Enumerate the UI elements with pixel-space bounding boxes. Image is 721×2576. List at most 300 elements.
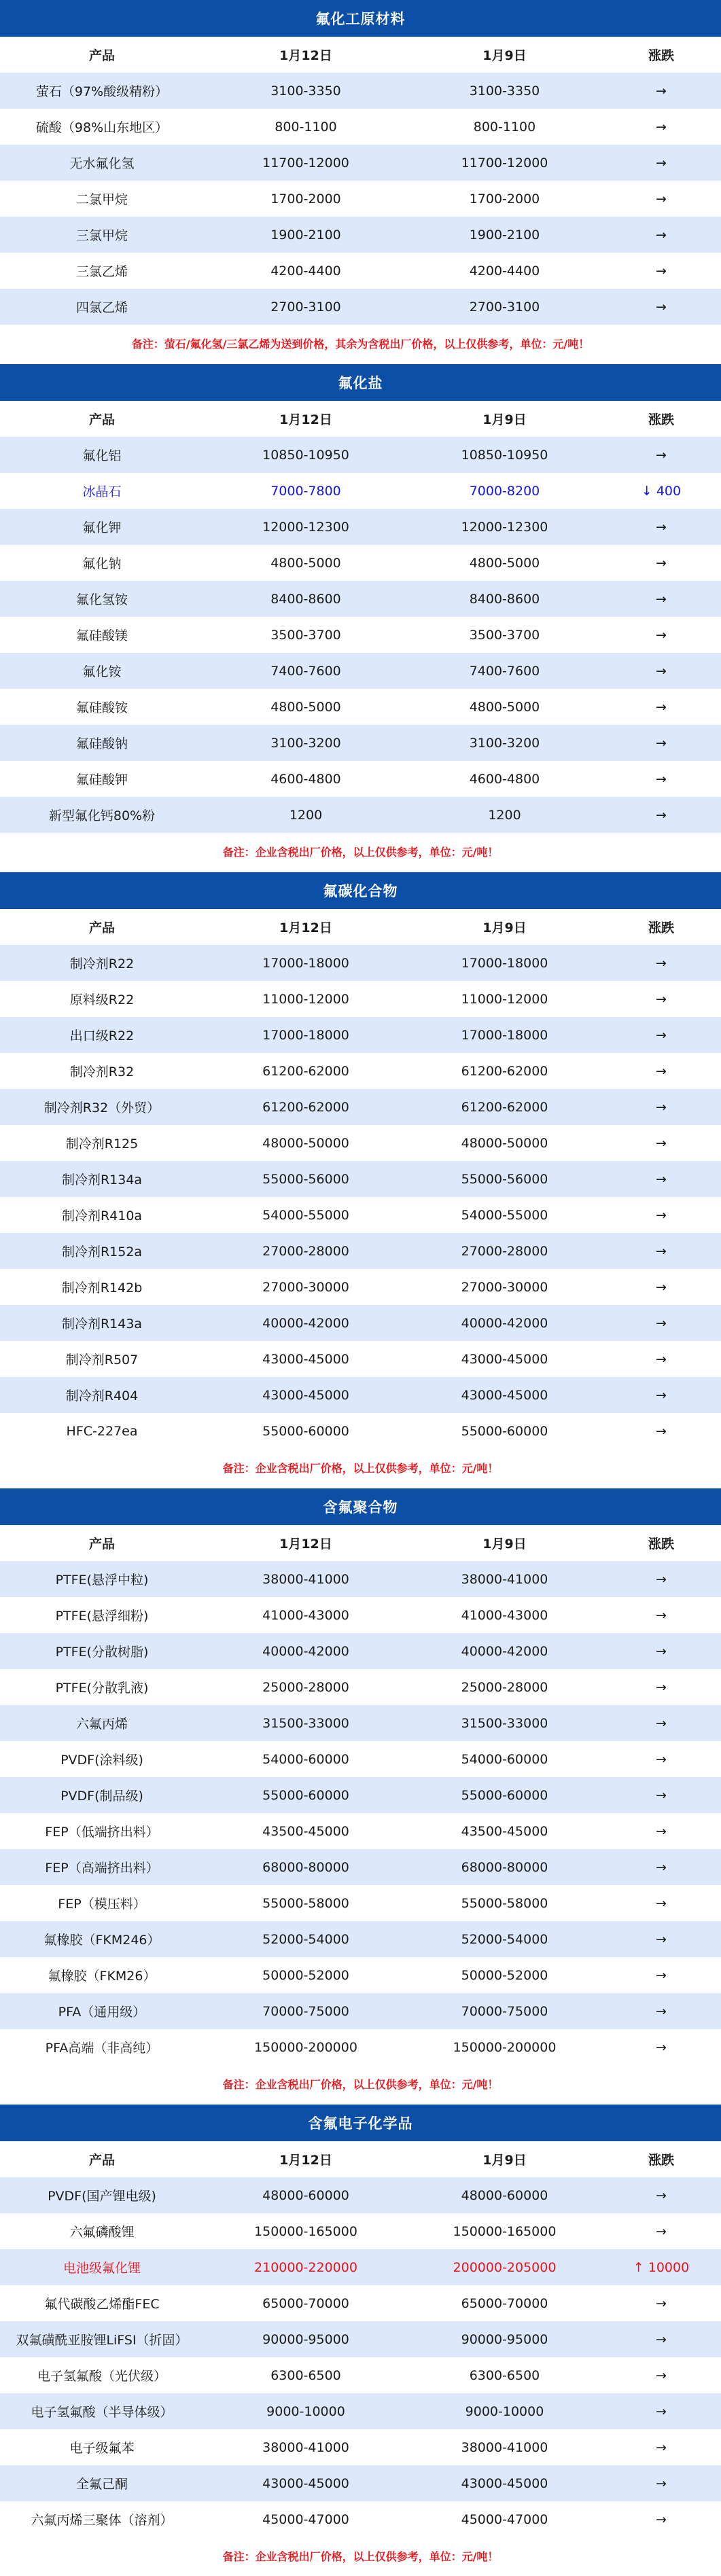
price-current: 43000-45000 <box>262 1351 349 1367</box>
price-previous: 10850-10950 <box>461 447 548 463</box>
section-title: 氟碳化合物 <box>0 872 721 909</box>
table-row <box>0 2465 721 2501</box>
price-change: → <box>656 2039 667 2055</box>
table-row <box>0 761 721 797</box>
price-change: → <box>656 2223 667 2239</box>
price-current: 38000-41000 <box>262 2439 349 2455</box>
price-previous: 48000-50000 <box>461 1135 548 1151</box>
price-current: 45000-47000 <box>262 2511 349 2527</box>
price-previous: 40000-42000 <box>461 1643 548 1659</box>
price-change: → <box>656 1279 667 1295</box>
price-current: 41000-43000 <box>262 1607 349 1623</box>
table-row <box>0 945 721 981</box>
date2-header: 1月9日 <box>482 412 527 427</box>
price-current: 54000-55000 <box>262 1207 349 1223</box>
price-current: 1200 <box>289 807 323 823</box>
table-row <box>0 1377 721 1413</box>
price-current: 55000-58000 <box>262 1895 349 1911</box>
price-change: → <box>656 1387 667 1403</box>
price-current: 50000-52000 <box>262 1967 349 1983</box>
price-current: 54000-60000 <box>262 1751 349 1767</box>
price-current: 17000-18000 <box>262 1027 349 1043</box>
date2-header: 1月9日 <box>482 1537 527 1552</box>
price-change: → <box>656 1207 667 1223</box>
price-current: 65000-70000 <box>262 2295 349 2311</box>
change-header: 涨跌 <box>648 1537 674 1552</box>
table-row <box>0 1957 721 1993</box>
price-current: 3100-3350 <box>270 83 341 99</box>
price-current: 3100-3200 <box>270 735 341 751</box>
price-previous: 4800-5000 <box>469 555 540 571</box>
product-header: 产品 <box>88 412 115 427</box>
price-change: → <box>656 1643 667 1659</box>
price-change: → <box>656 699 667 715</box>
product-name: 氟硅酸钠 <box>75 736 128 751</box>
table-row <box>0 1017 721 1053</box>
product-name: 六氟丙烯三聚体（溶剂） <box>31 2513 173 2528</box>
product-name: 电池级氟化锂 <box>63 2261 141 2276</box>
price-current: 40000-42000 <box>262 1643 349 1659</box>
product-name: 制冷剂R152a <box>61 1245 143 1259</box>
product-name: 无水氟化氢 <box>69 156 135 171</box>
price-previous: 55000-60000 <box>461 1423 548 1439</box>
product-name: 三氯甲烷 <box>75 228 128 243</box>
product-name: 六氟磷酸锂 <box>69 2225 135 2240</box>
product-name: PFA（通用级） <box>58 2005 146 2020</box>
table-row <box>0 2285 721 2321</box>
table-row <box>0 1705 721 1741</box>
change-header: 涨跌 <box>648 48 674 63</box>
price-change: → <box>656 627 667 643</box>
product-name: PTFE(悬浮细粉) <box>55 1609 149 1624</box>
price-change: → <box>656 263 667 279</box>
price-previous: 11000-12000 <box>461 991 548 1007</box>
section-note: 备注：萤石/氟化氢/三氯乙烯为送到价格，其余为含税出厂价格，以上仅供参考，单位：元/吨！ <box>0 325 721 361</box>
price-previous: 41000-43000 <box>461 1607 548 1623</box>
price-change: → <box>656 1423 667 1439</box>
product-name: 氟化铝 <box>82 448 122 463</box>
price-previous: 150000-200000 <box>453 2039 557 2055</box>
change-header: 涨跌 <box>648 412 674 427</box>
price-section <box>0 2105 721 2574</box>
price-current: 43000-45000 <box>262 2475 349 2491</box>
product-name: 萤石（97%酸级精粉） <box>35 84 169 99</box>
table-row <box>0 1125 721 1161</box>
price-previous: 200000-205000 <box>453 2259 557 2275</box>
price-change: → <box>656 2439 667 2455</box>
price-current: 68000-80000 <box>262 1859 349 1875</box>
price-change: → <box>656 663 667 679</box>
product-name: 电子氢氟酸（光伏级） <box>37 2369 166 2384</box>
price-previous: 90000-95000 <box>461 2331 548 2347</box>
price-current: 48000-60000 <box>262 2187 349 2203</box>
table-row <box>0 1197 721 1233</box>
table-row <box>0 545 721 581</box>
price-current: 31500-33000 <box>262 1715 349 1731</box>
product-name: PVDF(国产锂电级) <box>48 2189 156 2204</box>
table-row <box>0 437 721 473</box>
price-current: 6300-6500 <box>270 2367 341 2383</box>
price-previous: 65000-70000 <box>461 2295 548 2311</box>
price-current: 48000-50000 <box>262 1135 349 1151</box>
product-name: 氟代碳酸乙烯酯FEC <box>44 2297 160 2312</box>
price-previous: 3100-3200 <box>469 735 540 751</box>
price-previous: 27000-30000 <box>461 1279 548 1295</box>
product-name: 制冷剂R507 <box>65 1353 139 1367</box>
price-current: 7400-7600 <box>270 663 341 679</box>
price-previous: 2700-3100 <box>469 299 540 315</box>
price-previous: 55000-60000 <box>461 1787 548 1803</box>
table-row <box>0 653 721 689</box>
product-name: PVDF(制品级) <box>60 1789 143 1804</box>
table-row <box>0 2177 721 2213</box>
price-previous: 52000-54000 <box>461 1931 548 1947</box>
price-section <box>0 1488 721 2105</box>
price-previous: 61200-62000 <box>461 1099 548 1115</box>
product-name: HFC-227ea <box>66 1423 138 1439</box>
product-name: 氟硅酸钾 <box>75 772 128 787</box>
price-current: 7000-7800 <box>270 483 341 499</box>
price-current: 3500-3700 <box>270 627 341 643</box>
table-row <box>0 1777 721 1813</box>
product-name: 六氟丙烯 <box>75 1717 128 1732</box>
table-row <box>0 109 721 145</box>
price-change: → <box>656 2511 667 2527</box>
price-change: → <box>656 519 667 535</box>
price-current: 70000-75000 <box>262 2003 349 2019</box>
product-name: 四氯乙烯 <box>75 300 128 315</box>
price-change: ↓ 400 <box>641 483 682 499</box>
price-current: 27000-28000 <box>262 1243 349 1259</box>
product-name: PTFE(分散树脂) <box>55 1645 149 1660</box>
date2-header: 1月9日 <box>482 48 527 63</box>
section-title: 含氟电子化学品 <box>0 2105 721 2141</box>
product-name: 氟化钾 <box>82 520 122 535</box>
price-previous: 50000-52000 <box>461 1967 548 1983</box>
table-header-row <box>0 909 721 945</box>
table-row <box>0 1885 721 1921</box>
price-current: 52000-54000 <box>262 1931 349 1947</box>
table-row <box>0 1993 721 2029</box>
table-row <box>0 473 721 509</box>
product-header: 产品 <box>88 2153 115 2168</box>
price-change: → <box>656 1571 667 1587</box>
price-previous: 12000-12300 <box>461 519 548 535</box>
price-change: → <box>656 1607 667 1623</box>
product-name: 新型氟化钙80%粉 <box>48 808 156 823</box>
product-header: 产品 <box>88 920 115 935</box>
price-current: 12000-12300 <box>262 519 349 535</box>
price-current: 9000-10000 <box>266 2403 345 2419</box>
price-previous: 7000-8200 <box>469 483 540 499</box>
table-row <box>0 1669 721 1705</box>
date1-header: 1月12日 <box>279 48 332 63</box>
date2-header: 1月9日 <box>482 920 527 935</box>
date1-header: 1月12日 <box>279 920 332 935</box>
table-header-row <box>0 1525 721 1561</box>
table-row <box>0 2213 721 2249</box>
table-row <box>0 2393 721 2429</box>
table-row <box>0 1233 721 1269</box>
table-row <box>0 1161 721 1197</box>
price-change: → <box>656 227 667 243</box>
product-name: 制冷剂R142b <box>61 1281 143 1295</box>
price-previous: 150000-165000 <box>453 2223 557 2239</box>
section-title: 氟化工原材料 <box>0 0 721 37</box>
product-name: 三氯乙烯 <box>75 264 128 279</box>
price-current: 55000-60000 <box>262 1423 349 1439</box>
product-name: 氟化钠 <box>82 556 122 571</box>
price-change: → <box>656 1967 667 1983</box>
price-change: → <box>656 2367 667 2383</box>
table-row <box>0 1269 721 1305</box>
price-current: 55000-56000 <box>262 1171 349 1187</box>
table-row <box>0 2357 721 2393</box>
price-current: 4800-5000 <box>270 555 341 571</box>
price-previous: 40000-42000 <box>461 1315 548 1331</box>
price-change: → <box>656 1351 667 1367</box>
price-change: → <box>656 1679 667 1695</box>
product-name: 氟化铵 <box>82 664 122 679</box>
product-name: 氟化氢铵 <box>75 592 128 607</box>
product-name: 制冷剂R134a <box>61 1173 143 1187</box>
product-name: 制冷剂R404 <box>65 1389 139 1403</box>
price-change: → <box>656 1931 667 1947</box>
price-change: → <box>656 1315 667 1331</box>
price-change: → <box>656 191 667 207</box>
table-row <box>0 289 721 325</box>
price-previous: 55000-56000 <box>461 1171 548 1187</box>
product-name: PTFE(悬浮中粒) <box>55 1573 149 1588</box>
price-change: → <box>656 299 667 315</box>
table-row <box>0 253 721 289</box>
table-row <box>0 145 721 181</box>
price-current: 90000-95000 <box>262 2331 349 2347</box>
table-header-row <box>0 401 721 437</box>
price-previous: 31500-33000 <box>461 1715 548 1731</box>
product-name: 制冷剂R32（外贸） <box>43 1101 160 1115</box>
product-header: 产品 <box>88 48 115 63</box>
table-row <box>0 1741 721 1777</box>
table-row <box>0 1561 721 1597</box>
price-change: → <box>656 2187 667 2203</box>
product-name: 制冷剂R125 <box>65 1137 139 1151</box>
product-name: PFA高端（非高纯） <box>45 2041 159 2056</box>
price-current: 2700-3100 <box>270 299 341 315</box>
product-name: 硫酸（98%山东地区） <box>35 120 169 135</box>
table-header-row <box>0 37 721 73</box>
price-current: 8400-8600 <box>270 591 341 607</box>
section-note: 备注：企业含税出厂价格，以上仅供参考，单位：元/吨！ <box>0 1449 721 1486</box>
price-change: ↑ 10000 <box>633 2259 690 2275</box>
product-name: 电子氢氟酸（半导体级） <box>31 2405 173 2420</box>
product-name: 全氟己酮 <box>75 2477 128 2492</box>
price-previous: 54000-55000 <box>461 1207 548 1223</box>
price-current: 150000-200000 <box>254 2039 357 2055</box>
product-name: 制冷剂R143a <box>61 1317 143 1331</box>
price-previous: 3100-3350 <box>469 83 540 99</box>
price-previous: 38000-41000 <box>461 2439 548 2455</box>
product-name: PVDF(涂料级) <box>60 1753 143 1768</box>
table-row <box>0 1089 721 1125</box>
product-name: 原料级R22 <box>69 992 135 1007</box>
table-row <box>0 2249 721 2285</box>
section-note: 备注：企业含税出厂价格，以上仅供参考，单位：元/吨！ <box>0 2065 721 2102</box>
table-row <box>0 1341 721 1377</box>
price-change: → <box>656 2295 667 2311</box>
price-previous: 43000-45000 <box>461 2475 548 2491</box>
price-change: → <box>656 735 667 751</box>
table-row <box>0 1813 721 1849</box>
price-previous: 38000-41000 <box>461 1571 548 1587</box>
product-name: 双氟磺酰亚胺锂LiFSI（折固） <box>16 2333 188 2348</box>
price-section <box>0 364 721 872</box>
price-current: 43000-45000 <box>262 1387 349 1403</box>
price-current: 1900-2100 <box>270 227 341 243</box>
price-previous: 43000-45000 <box>461 1387 548 1403</box>
price-previous: 9000-10000 <box>465 2403 544 2419</box>
product-name: FEP（模压料） <box>58 1897 146 1912</box>
price-change: → <box>656 555 667 571</box>
table-row <box>0 689 721 725</box>
price-previous: 17000-18000 <box>461 1027 548 1043</box>
product-name: 出口级R22 <box>69 1028 135 1043</box>
price-change: → <box>656 1859 667 1875</box>
price-section <box>0 872 721 1488</box>
price-current: 800-1100 <box>275 119 337 135</box>
product-name: 二氯甲烷 <box>75 192 128 207</box>
price-current: 38000-41000 <box>262 1571 349 1587</box>
price-change: → <box>656 1787 667 1803</box>
product-name: 冰晶石 <box>82 484 122 499</box>
price-previous: 54000-60000 <box>461 1751 548 1767</box>
table-row <box>0 1413 721 1449</box>
price-current: 4600-4800 <box>270 771 341 787</box>
price-previous: 61200-62000 <box>461 1063 548 1079</box>
table-row <box>0 1633 721 1669</box>
price-change: → <box>656 1027 667 1043</box>
table-row <box>0 1597 721 1633</box>
price-previous: 43000-45000 <box>461 1351 548 1367</box>
table-header-row <box>0 2141 721 2177</box>
price-change: → <box>656 591 667 607</box>
product-name: FEP（高端挤出料） <box>45 1861 159 1876</box>
price-previous: 4800-5000 <box>469 699 540 715</box>
product-name: 氟橡胶（FKM26） <box>48 1969 156 1984</box>
table-row <box>0 1921 721 1957</box>
table-row <box>0 1849 721 1885</box>
table-row <box>0 217 721 253</box>
table-row <box>0 617 721 653</box>
price-current: 210000-220000 <box>254 2259 357 2275</box>
price-previous: 45000-47000 <box>461 2511 548 2527</box>
product-name: 氟硅酸铵 <box>75 700 128 715</box>
price-change: → <box>656 1823 667 1839</box>
table-row <box>0 2321 721 2357</box>
price-previous: 7400-7600 <box>469 663 540 679</box>
section-note: 备注：企业含税出厂价格，以上仅供参考，单位：元/吨！ <box>0 2537 721 2574</box>
price-change: → <box>656 1243 667 1259</box>
product-name: 制冷剂R32 <box>69 1065 135 1079</box>
table-row <box>0 2501 721 2537</box>
price-previous: 17000-18000 <box>461 955 548 971</box>
table-row <box>0 1305 721 1341</box>
price-change: → <box>656 1063 667 1079</box>
price-current: 1700-2000 <box>270 191 341 207</box>
price-previous: 43500-45000 <box>461 1823 548 1839</box>
section-note: 备注：企业含税出厂价格，以上仅供参考，单位：元/吨！ <box>0 833 721 870</box>
price-change: → <box>656 807 667 823</box>
price-previous: 8400-8600 <box>469 591 540 607</box>
price-change: → <box>656 155 667 171</box>
price-previous: 11700-12000 <box>461 155 548 171</box>
date1-header: 1月12日 <box>279 2153 332 2168</box>
price-previous: 1900-2100 <box>469 227 540 243</box>
price-previous: 6300-6500 <box>469 2367 540 2383</box>
product-name: FEP（低端挤出料） <box>45 1825 159 1840</box>
price-current: 61200-62000 <box>262 1099 349 1115</box>
product-name: 制冷剂R410a <box>61 1209 143 1223</box>
price-change: → <box>656 771 667 787</box>
price-change: → <box>656 2003 667 2019</box>
price-previous: 68000-80000 <box>461 1859 548 1875</box>
table-row <box>0 2029 721 2065</box>
change-header: 涨跌 <box>648 2153 674 2168</box>
price-change: → <box>656 2475 667 2491</box>
price-current: 25000-28000 <box>262 1679 349 1695</box>
product-name: 制冷剂R22 <box>69 956 135 971</box>
price-current: 43500-45000 <box>262 1823 349 1839</box>
section-title: 氟化盐 <box>0 364 721 401</box>
price-previous: 48000-60000 <box>461 2187 548 2203</box>
price-previous: 25000-28000 <box>461 1679 548 1695</box>
table-row <box>0 797 721 833</box>
price-current: 11000-12000 <box>262 991 349 1007</box>
price-current: 17000-18000 <box>262 955 349 971</box>
table-row <box>0 581 721 617</box>
price-previous: 1700-2000 <box>469 191 540 207</box>
price-section <box>0 0 721 364</box>
price-current: 61200-62000 <box>262 1063 349 1079</box>
price-change: → <box>656 1895 667 1911</box>
product-header: 产品 <box>88 1537 115 1552</box>
price-change: → <box>656 2403 667 2419</box>
section-title: 含氟聚合物 <box>0 1488 721 1525</box>
date2-header: 1月9日 <box>482 2153 527 2168</box>
price-change: → <box>656 955 667 971</box>
price-change: → <box>656 447 667 463</box>
price-previous: 55000-58000 <box>461 1895 548 1911</box>
product-name: 氟橡胶（FKM246） <box>43 1933 160 1948</box>
price-change: → <box>656 119 667 135</box>
table-row <box>0 73 721 109</box>
price-current: 4800-5000 <box>270 699 341 715</box>
price-previous: 4200-4400 <box>469 263 540 279</box>
price-change: → <box>656 1715 667 1731</box>
product-name: 氟硅酸镁 <box>75 628 128 643</box>
table-row <box>0 725 721 761</box>
table-row <box>0 509 721 545</box>
table-row <box>0 181 721 217</box>
price-change: → <box>656 1099 667 1115</box>
table-row <box>0 1053 721 1089</box>
table-row <box>0 981 721 1017</box>
price-current: 55000-60000 <box>262 1787 349 1803</box>
price-change: → <box>656 83 667 99</box>
price-previous: 27000-28000 <box>461 1243 548 1259</box>
price-previous: 4600-4800 <box>469 771 540 787</box>
price-current: 150000-165000 <box>254 2223 357 2239</box>
